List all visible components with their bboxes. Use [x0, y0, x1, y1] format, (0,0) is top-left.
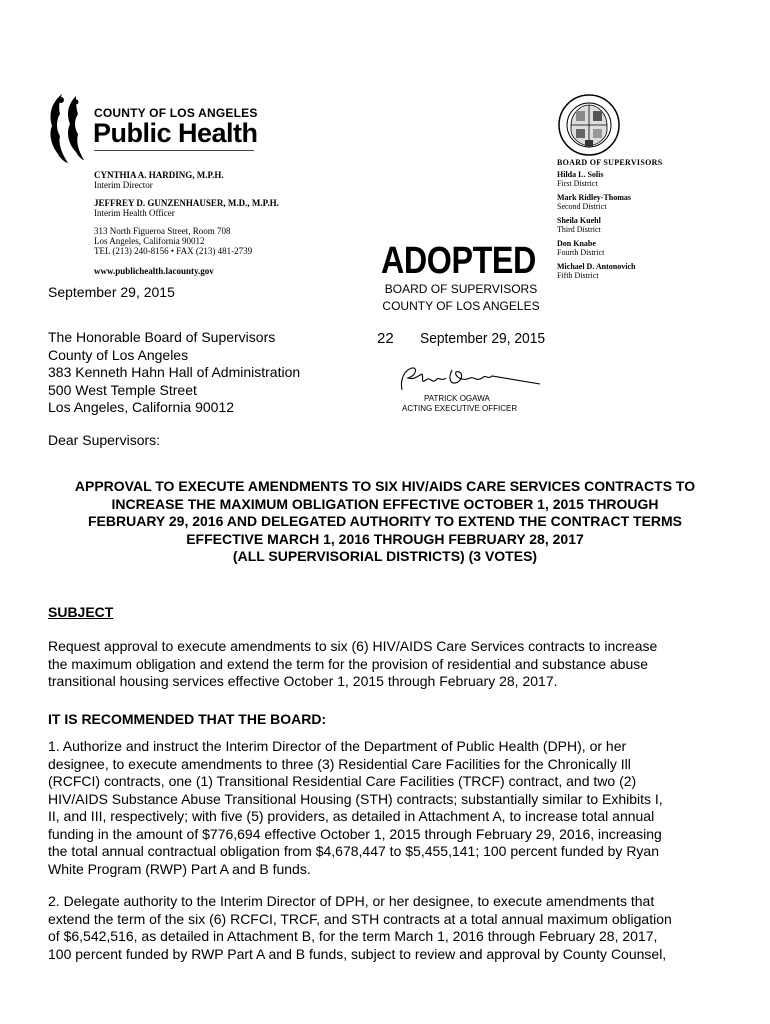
subject-heading: SUBJECT — [48, 604, 114, 620]
board-member — [557, 193, 635, 216]
letter-title — [40, 478, 730, 566]
address-line: Los Angeles, California 90012 — [94, 236, 205, 246]
title-line: INCREASE THE MAXIMUM OBLIGATION EFFECTIVE OCTOBER 1, 2015 THROUGH — [111, 495, 659, 512]
county-name: COUNTY OF LOS ANGELES — [94, 106, 258, 120]
member-name: Hilda L. Solis — [557, 170, 604, 179]
recipient-address — [48, 329, 300, 417]
item-line: designee, to execute amendments to three (3) Residential Care Facilities for the Chronically Ill — [48, 755, 631, 772]
stamp-line: BOARD OF SUPERVISORS — [384, 282, 538, 296]
recipient-line: 383 Kenneth Hahn Hall of Administration — [48, 364, 301, 380]
signer-title: ACTING EXECUTIVE OFFICER — [402, 404, 518, 413]
item-line: 2. Delegate authority to the Interim Director of DPH, or her designee, to execute amendments that — [48, 893, 655, 909]
subject-paragraph — [48, 638, 738, 691]
director-name: CYNTHIA A. HARDING, M.P.H. — [94, 170, 224, 180]
member-name: Sheila Kuehl — [557, 216, 601, 225]
recommendation-item-2 — [48, 893, 748, 963]
member-district: Fourth District — [557, 248, 605, 257]
signer-name: PATRICK OGAWA — [424, 394, 490, 403]
officer-name: JEFFREY D. GUNZENHAUSER, M.D., M.P.H. — [94, 198, 279, 208]
item-line: II, and III, respectively; with five (5) providers, as detailed in Attachment A, to increase total annual — [48, 808, 655, 824]
subject-line: Request approval to execute amendments to six (6) HIV/AIDS Care Services contracts to increase — [48, 638, 658, 654]
board-member — [557, 262, 635, 285]
recipient-line: County of Los Angeles — [48, 346, 189, 363]
item-line: 1. Authorize and instruct the Interim Director of the Department of Public Health (DPH), or her — [48, 738, 627, 754]
member-district: Second District — [557, 202, 607, 211]
recipient-line: The Honorable Board of Supervisors — [48, 329, 276, 345]
subject-line: the maximum obligation and extend the term for the provision of residential and substance abuse — [48, 655, 649, 672]
public-health-logo-icon — [46, 92, 86, 164]
recipient-line: 500 West Temple Street — [48, 381, 197, 398]
county-seal-icon — [558, 94, 620, 156]
stamp-item-number: 22 — [377, 330, 394, 347]
member-district: First District — [557, 179, 598, 188]
item-line: HIV/AIDS Substance Abuse Transitional Housing (STH) contracts; substantially similar to Exhibits I, — [48, 790, 663, 807]
member-name: Mark Ridley-Thomas — [557, 193, 631, 202]
letter-date: September 29, 2015 — [48, 284, 175, 300]
board-heading: BOARD OF SUPERVISORS — [557, 158, 663, 167]
salutation: Dear Supervisors: — [48, 432, 161, 448]
recommendation-item-1 — [48, 738, 748, 878]
board-member — [557, 239, 635, 262]
title-line: EFFECTIVE MARCH 1, 2016 THROUGH FEBRUARY 28, 2017 — [186, 530, 584, 547]
item-line: funding in the amount of $776,694 effective October 1, 2015 through February 29, 2016, increasing — [48, 825, 662, 842]
item-line: extend the term of the six (6) RCFCI, TRCF, and STH contracts at a total annual maximum obligation — [48, 910, 672, 927]
item-line: White Program (RWP) Part A and B funds. — [48, 860, 311, 877]
board-member — [557, 170, 635, 193]
signature-icon — [392, 362, 542, 396]
member-district: Fifth District — [557, 271, 599, 280]
board-member — [557, 216, 635, 239]
title-line: FEBRUARY 29, 2016 AND DELEGATED AUTHORITY TO EXTEND THE CONTRACT TERMS — [87, 513, 683, 529]
officer-title: Interim Health Officer — [94, 208, 175, 218]
director-title: Interim Director — [94, 180, 153, 190]
title-line: (ALL SUPERVISORIAL DISTRICTS) (3 VOTES) — [232, 548, 538, 564]
item-line: (RCFCI) contracts, one (1) Transitional Residential Care Facilities (TRCF) contract, and two (2) — [48, 773, 637, 789]
department-name: Public Health — [93, 118, 258, 148]
member-name: Michael D. Antonovich — [557, 262, 636, 271]
staff-block — [94, 170, 224, 190]
board-members-list — [557, 170, 635, 285]
officer-block — [94, 198, 279, 218]
title-line: APPROVAL TO EXECUTE AMENDMENTS TO SIX HIV/AIDS CARE SERVICES CONTRACTS TO — [74, 478, 696, 494]
recommendation-heading: IT IS RECOMMENDED THAT THE BOARD: — [48, 711, 327, 727]
address-line: 313 North Figueroa Street, Room 708 — [94, 226, 231, 236]
item-line: the total annual contractual obligation from $4,678,447 to $5,455,141; 100 percent funded by Ryan — [48, 843, 659, 859]
subject-line: transitional housing services effective October 1, 2015 through February 28, 2017. — [48, 673, 558, 689]
stamp-line: COUNTY OF LOS ANGELES — [382, 299, 540, 313]
website: www.publichealth.lacounty.gov — [94, 266, 214, 276]
address-block — [94, 226, 252, 256]
member-name: Don Knabe — [557, 239, 596, 248]
member-district: Third District — [557, 225, 601, 234]
item-line: of $6,542,516, as detailed in Attachment B, for the term March 1, 2016 through February 28, 2017, — [48, 928, 658, 944]
phone-line: TEL (213) 240-8156 • FAX (213) 481-2739 — [94, 246, 253, 256]
adopted-stamp: ADOPTED — [381, 240, 536, 282]
stamp-board-lines — [376, 281, 546, 315]
stamp-date: September 29, 2015 — [420, 330, 546, 347]
logo-divider — [94, 150, 254, 151]
item-line: 100 percent funded by RWP Part A and B funds, subject to review and approval by County Counsel, — [48, 945, 667, 962]
recipient-line: Los Angeles, California 90012 — [48, 399, 235, 415]
